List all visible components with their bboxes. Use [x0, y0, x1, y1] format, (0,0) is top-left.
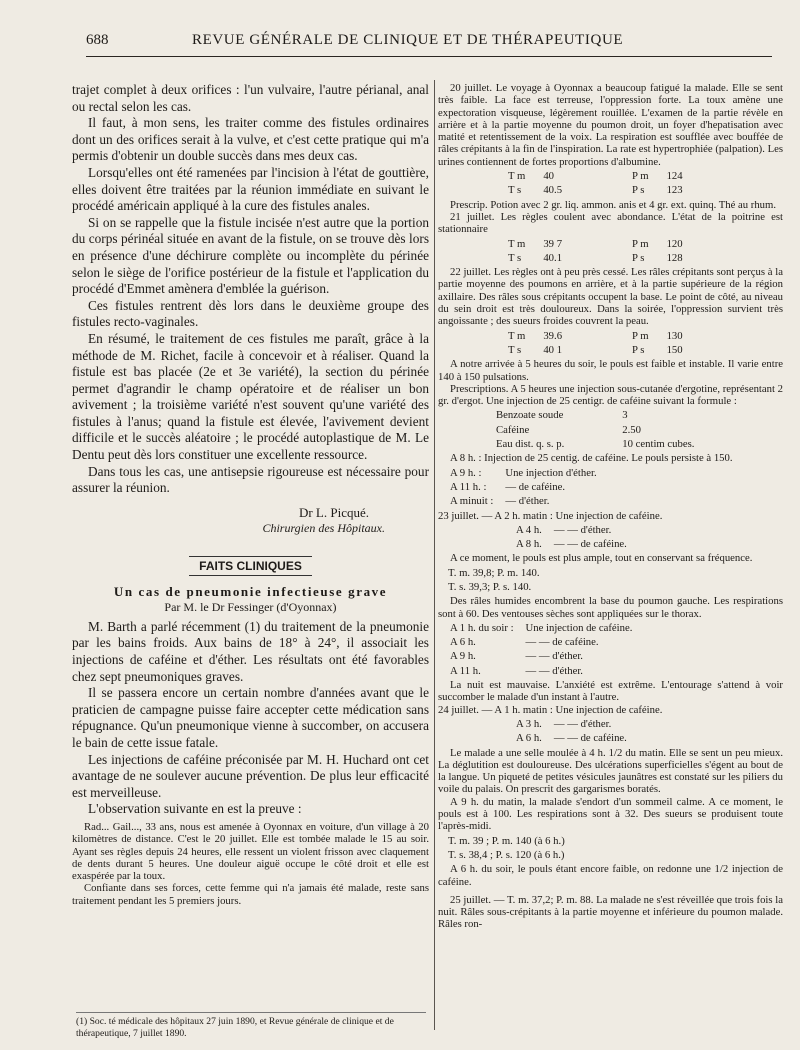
paragraph: A notre arrivée à 5 heures du soir, le pouls est faible et instable. Il varie entre 140 à 150 pulsations. — [438, 358, 783, 383]
paragraph: A 9 h. du matin, la malade s'endort d'un sommeil calme. A ce moment, le pouls est à 100. Les respirations sont à 32. Des sueurs se produisent toute l'après-midi. — [438, 795, 783, 833]
table-cell: A 4 h. — [516, 523, 542, 536]
table-cell: Une injection d'éther. — [505, 466, 597, 479]
paragraph: 22 juillet. Les règles ont à peu près cessé. Les râles crépitants sont perçus à la partie moyenne des poumons en arrière, et à la partie supérieure de la région axillaire. Des râles sous crépitants occupent la base. Le point de côté, au niveau du sein droit est très douloureux. Dans la soirée, l'oppression survient très angoissante ; des sueurs froides couvrent la peau. — [438, 266, 783, 328]
table-cell: 39.6 — [543, 329, 563, 342]
table-cell: P s — [632, 251, 645, 264]
vitals-table — [498, 328, 693, 359]
table-cell: A 11 h. — [450, 664, 481, 677]
table-cell: T s — [508, 343, 522, 356]
signature-role: Chirurgien des Hôpitaux. — [262, 520, 385, 535]
paragraph: Il se passera encore un certain nombre d'années avant que le praticien de campagne puisse faire accepter cette médication sans répugnance. Qu'un pneumonique vienne à succomber, on accusera le bain de cette issue fatale. — [72, 685, 429, 750]
table-cell: 40.1 — [543, 251, 563, 264]
table-cell: T s — [508, 184, 522, 197]
table-cell: 39 7 — [543, 237, 563, 250]
paragraph: A 6 h. du soir, le pouls étant encore faible, on redonne une 1/2 injection de caféine. — [438, 863, 783, 888]
vitals-table — [438, 833, 575, 864]
table-cell: — — de caféine. — [553, 732, 627, 745]
prescription-table — [494, 407, 702, 452]
paragraph: Les injections de caféine préconisée par M. H. Huchard ont cet avantage de ne soulever aucune prévention. De plus leur efficacité est merveilleuse. — [72, 751, 429, 800]
page-header — [86, 30, 772, 57]
right-column — [438, 82, 783, 931]
table-cell: A 1 h. du soir : — [450, 621, 514, 634]
table-cell: — — d'éther. — [553, 523, 612, 536]
table-cell: 40 1 — [543, 343, 563, 356]
table-cell: 2.50 — [622, 423, 641, 436]
table-cell: A 3 h. — [516, 717, 542, 730]
table-cell: — — d'éther. — [553, 717, 612, 730]
table-cell: Eau dist. q. s. p. — [496, 438, 565, 451]
left-body — [72, 82, 429, 497]
paragraph: A ce moment, le pouls est plus ample, tout en conservant sa fréquence. — [450, 552, 753, 565]
paragraph: L'observation suivante en est la preuve : — [88, 801, 302, 817]
table-cell: P m — [632, 329, 649, 342]
table-cell: — d'éther. — [505, 495, 550, 508]
paragraph: Rad... Gail..., 33 ans, nous est amenée à Oyonnax en voiture, d'un village à 20 kilomètres de distance. C'est le 20 juillet. Elle est tombée malade le 15 au soir. Ayant ses règles depuis 24 heures, elle ressent un violent frisson avec claquement de dents durant 5 heures. Une douleur aiguë occupe le côté droit et elle est exaspérée par la toux. — [72, 820, 429, 883]
table-cell: — — d'éther. — [525, 664, 583, 677]
section-heading: FAITS CLINIQUES — [72, 556, 429, 576]
paragraph: Dans tous les cas, une antisepsie rigoureuse est nécessaire pour assurer la réunion. — [72, 463, 429, 496]
page-number: 688 — [86, 32, 109, 48]
table-cell: 40 — [543, 170, 555, 183]
injection-table — [514, 522, 639, 553]
paragraph: A 8 h. : Injection de 25 centig. de caféine. Le pouls persiste à 150. — [450, 452, 733, 465]
table-cell: — — de caféine. — [553, 538, 627, 551]
table-cell: T s — [508, 251, 522, 264]
paragraph: 25 juillet. — T. m. 37,2; P. m. 88. La malade ne s'est réveillée que trois fois la nuit. Râles sous-crépitants à la partie moyenne et inférieure du poumon malade. Râles ron- — [438, 893, 783, 931]
paragraph: Prescrip. Potion avec 2 gr. liq. ammon. anis et 4 gr. ext. quinq. Thé au rhum. — [450, 198, 777, 211]
table-cell: T m — [508, 170, 526, 183]
table-cell: T. s. 39,3; P. s. 140. — [448, 580, 532, 593]
table-cell: A 8 h. — [516, 538, 542, 551]
column-divider — [434, 80, 435, 1030]
table-cell: — — d'éther. — [525, 650, 583, 663]
article-title: Un cas de pneumonie infectieuse grave — [113, 583, 388, 599]
vitals-table — [438, 565, 550, 596]
paragraph: Il faut, à mon sens, les traiter comme des fistules ordinaires dont un des orifices serait à la vulve, et c'est cette pratique qui m'a permis d'obtenir un double succès dans mes deux cas. — [72, 115, 429, 164]
table-cell: 128 — [666, 251, 683, 264]
table-cell: 120 — [666, 237, 683, 250]
table-cell: — — de caféine. — [525, 636, 599, 649]
table-cell: 130 — [666, 329, 683, 342]
left-column — [72, 82, 429, 907]
table-cell: A 6 h. — [450, 636, 476, 649]
footnote: (1) Soc. té médicale des hôpitaux 27 juin 1890, et Revue générale de clinique et de thérapeutique, 7 juillet 1890. — [76, 1012, 426, 1039]
paragraph: 24 juillet. — A 1 h. matin : Une injection de caféine. — [438, 703, 663, 716]
table-cell: T. m. 39 ; P. m. 140 (à 6 h.) — [448, 834, 565, 847]
table-cell: — de caféine. — [505, 480, 565, 493]
table-cell: A 11 h. : — [450, 480, 487, 493]
paragraph: Le malade a une selle moulée à 4 h. 1/2 du matin. Elle se sent un peu mieux. La déglutition est douloureuse. Des ulcérations superficielles s'égent au bout de la langue. Un piqueté de petites vésicules jaunâtres est constaté sur les piliers du voile du palais. On prescrit des gargarismes boratés. — [438, 746, 783, 796]
table-cell: P s — [632, 343, 645, 356]
injection-table — [514, 716, 639, 747]
paragraph: Confiante dans ses forces, cette femme qui n'a jamais été malade, reste sans traitement pendant les 5 premiers jours. — [72, 882, 429, 907]
table-cell: T m — [508, 329, 526, 342]
table-cell: 3 — [622, 409, 628, 422]
signature: Dr L. Picqué. — [298, 504, 369, 520]
table-cell: P s — [632, 184, 645, 197]
paragraph: Ces fistules rentrent dès lors dans le deuxième groupe des fistules recto-vaginales. — [72, 297, 429, 330]
table-cell: A 9 h. — [450, 650, 476, 663]
paragraph: 23 juillet. — A 2 h. matin : Une injection de caféine. — [438, 509, 663, 522]
vitals-table — [498, 168, 693, 199]
vitals-table — [498, 236, 693, 267]
paragraph: Prescriptions. A 5 heures une injection sous-cutanée d'ergotine, représentant 2 gr. d'ergot. Une injection de 25 centigr. de caféine suivant la formule : — [438, 382, 783, 408]
table-cell: 10 centim cubes. — [622, 438, 695, 451]
article-body — [72, 619, 429, 818]
table-cell: A 6 h. — [516, 732, 542, 745]
table-cell: P m — [632, 237, 649, 250]
table-cell: 150 — [666, 343, 683, 356]
table-cell: T. s. 38,4 ; P. s. 120 (à 6 h.) — [448, 848, 565, 861]
paragraph: Si on se rappelle que la fistule incisée n'est autre que la portion du corps périnéal située en avant de la fistule, on se trouve dès lors en présence d'une déchirure complète ou incomplète du périnée selon le siège de l'orifice postérieur de la fistule et l'application du procédé d'Emmet amènera d'emblée la guérison. — [72, 214, 429, 297]
paragraph: Lorsqu'elles ont été ramenées par l'incision à l'état de gouttière, elles doivent être traitées par la réunion immédiate en suivant le procédé américain appliqué à la cure des fistules anales. — [72, 164, 429, 214]
table-cell: Une injection de caféine. — [525, 621, 633, 634]
table-cell: Benzoate soude — [496, 409, 564, 422]
paragraph: M. Barth a parlé récemment (1) du traitement de la pneumonie par les bains froids. Aux bains de 18° à 24°, il associait les injections de caféine et d'éther. Les résultats ont été favorables chez sept pneumoniques graves. — [72, 618, 429, 684]
table-cell: A 9 h. : — [450, 466, 482, 479]
observation-text — [72, 821, 429, 907]
table-cell: 40.5 — [543, 184, 563, 197]
table-cell: T. m. 39,8; P. m. 140. — [448, 566, 540, 579]
injection-table — [448, 465, 609, 510]
table-cell: A minuit : — [450, 495, 494, 508]
article-author: Par M. le Dr Fessinger (d'Oyonnax) — [164, 599, 337, 614]
injection-table — [448, 620, 644, 679]
table-cell: T m — [508, 237, 526, 250]
paragraph: 21 juillet. Les règles coulent avec abondance. L'état de la poitrine est stationnaire — [438, 210, 783, 236]
paragraph: 20 juillet. Le voyage à Oyonnax a beaucoup fatigué la malade. Elle se sent très faible. La face est terreuse, l'oppression forte. La toux amène une expectoration visqueuse, légèrement rouillée. L'examen de la partie révèle en arrière et à la partie moyenne du poumon droit, un foyer d'hepatisation avec matité et retentissement de la voix. La respiration est soufflée avec bouffée de râles crépitants à la fin de l'inspiration. La rate est hypertrophiée (palpation). Les urines contiennent de fortes proportions d'albumine. — [438, 82, 783, 168]
paragraph: En résumé, le traitement de ces fistules me paraît, grâce à la méthode de M. Richet, facile à concevoir et à réaliser. Quand la fistule est bas placée (2e et 3e variété), la section du périnée permet d'agrandir le champ opératoire et de réaliser un bon avivement ; la troisième variété n'est souvent qu'une variété des fistules à l'anus; quand la fistule est élevée, l'avivement devient difficile et le succès aléatoire ; le procédé autoplastique de M. Le Dentu peut dès lors constituer une excellente ressource. — [72, 330, 429, 463]
table-cell: 124 — [666, 170, 683, 183]
paragraph: Des râles humides encombrent la base du poumon gauche. Les respirations sont à 60. Des ventouses sèches sont appliquées sur le thorax. — [438, 595, 783, 620]
table-cell: Caféine — [496, 423, 530, 436]
paragraph: La nuit est mauvaise. L'anxiété est extrême. L'entourage s'attend à voir succomber le malade d'un instant à l'autre. — [438, 679, 783, 704]
table-cell: P m — [632, 170, 649, 183]
running-head: REVUE GÉNÉRALE DE CLINIQUE ET DE THÉRAPEUTIQUE — [192, 32, 624, 48]
paragraph: trajet complet à deux orifices : l'un vulvaire, l'autre périanal, anal ou rectal selon les cas. — [72, 82, 429, 114]
table-cell: 123 — [666, 184, 683, 197]
